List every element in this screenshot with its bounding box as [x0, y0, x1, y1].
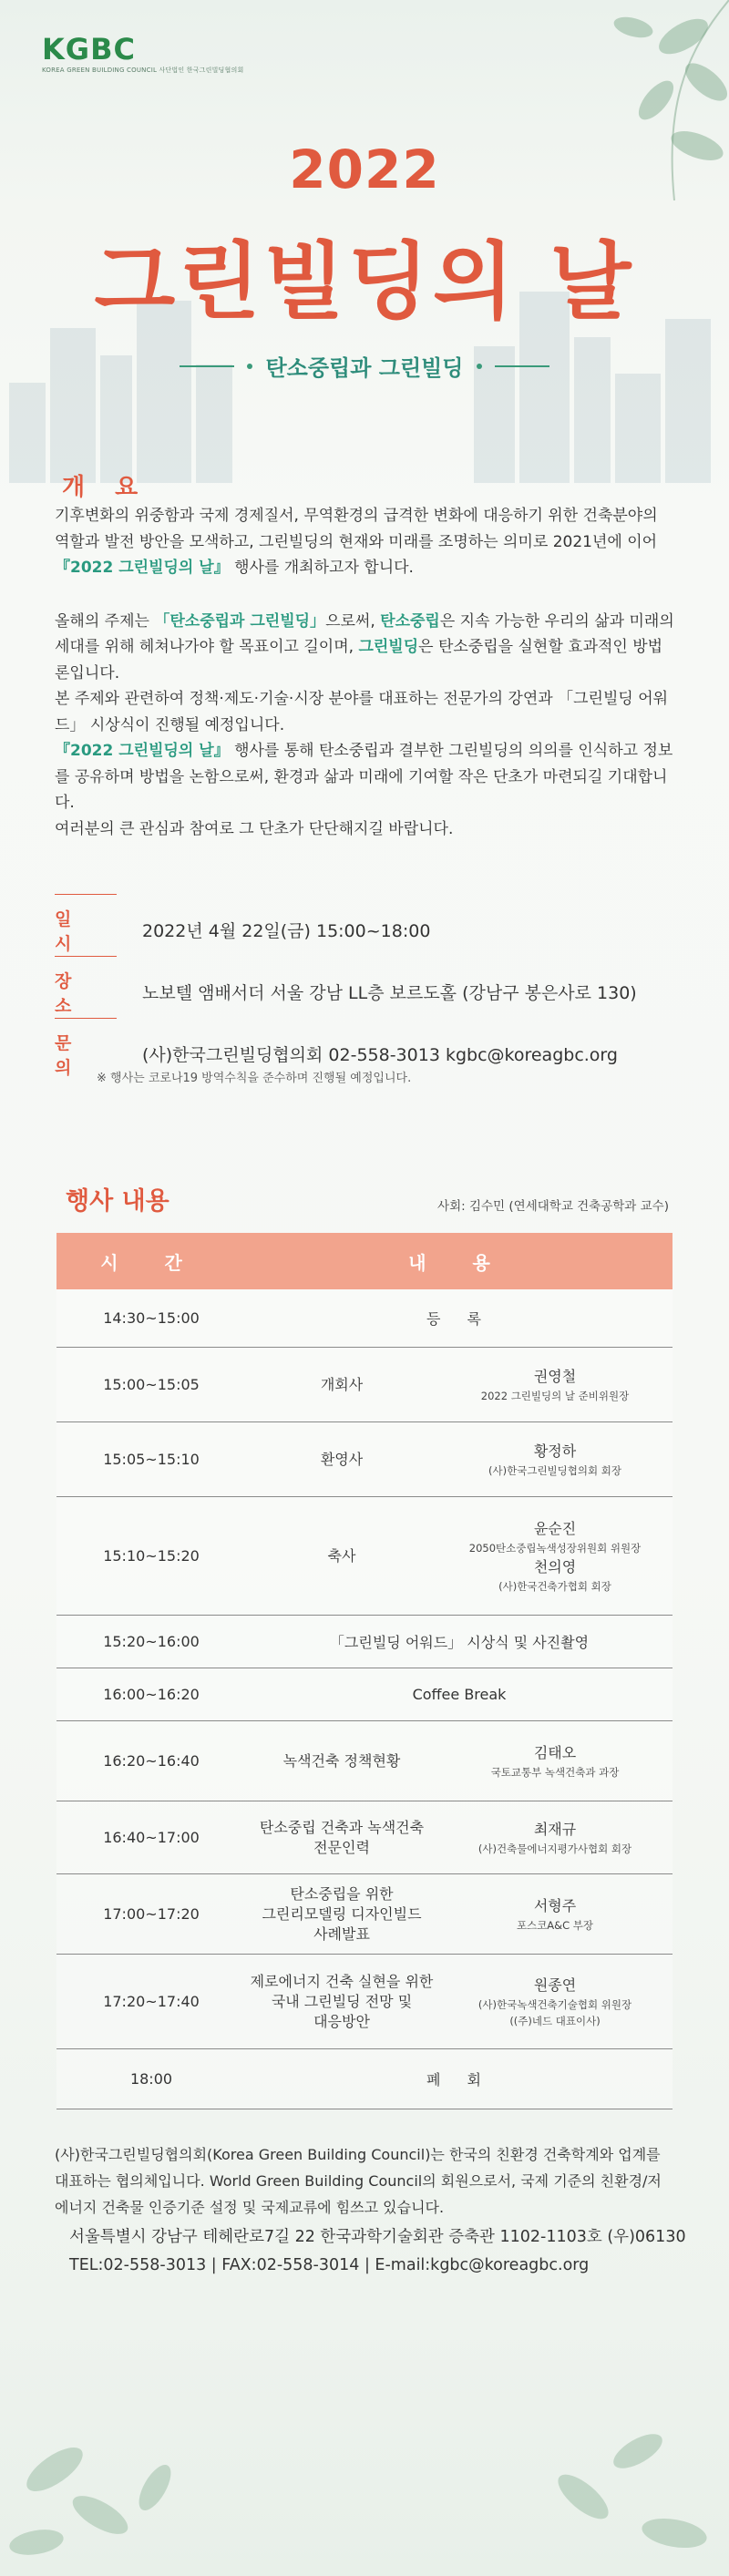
row-content: 폐 회	[426, 2071, 492, 2089]
row-content: 「그린빌딩 어워드」 시상식 및 사진촬영	[329, 1634, 590, 1651]
highlighted-text: 그린빌딩	[358, 638, 419, 656]
table-row	[56, 1348, 673, 1422]
bullet-dot	[477, 364, 482, 369]
table-row	[56, 1422, 673, 1497]
speaker-name: 황정하	[533, 1442, 577, 1460]
speaker-name: 최재규	[533, 1820, 577, 1838]
row-session: 축사	[327, 1546, 356, 1565]
speaker-name: 김태오	[533, 1743, 577, 1761]
row-time: 15:10~15:20	[103, 1547, 200, 1565]
row-speaker	[437, 1975, 673, 2029]
highlighted-text: 『2022 그린빌딩의 날』	[55, 559, 230, 577]
speaker-name: 권영철	[533, 1367, 577, 1385]
row-speaker	[437, 1518, 673, 1595]
speaker-name: 원종연	[533, 1976, 577, 1994]
row-time: 17:20~17:40	[103, 1993, 200, 2010]
row-session: 개회사	[320, 1375, 364, 1393]
logo-mark: KGBC	[42, 32, 136, 67]
bullet-dot	[247, 364, 252, 369]
divider-line	[180, 365, 234, 367]
speaker-role: (사)한국그린빌딩협의회 회장	[488, 1463, 621, 1477]
table-row	[56, 1616, 673, 1668]
row-content: Coffee Break	[412, 1686, 507, 1703]
table-row	[56, 1668, 673, 1721]
speaker-role: (사)건축물에너지평가사협회 회장	[477, 1842, 632, 1855]
paragraph-gap	[55, 581, 674, 609]
info-value: (사)한국그린빌딩협의회 02-558-3013 kgbc@koreagbc.org	[142, 1044, 618, 1065]
info-value: 노보텔 앰배서더 서울 강남 LL층 보르도홀 (강남구 봉은사로 130)	[142, 982, 637, 1003]
body-text: 행사를 통해 탄소중립과 결부한 그린빌딩의 의의를 인식하고 정보를 공유하며 방법을 논함으로써, 환경과 삶과 미래에 기여할 작은 단초가 마련되길 기대합니다.	[55, 742, 673, 812]
highlighted-text: 『2022 그린빌딩의 날』	[55, 742, 230, 760]
row-speaker	[437, 1895, 673, 1934]
table-row	[56, 2049, 673, 2109]
event-subtitle-row	[0, 350, 729, 382]
table-row	[56, 1289, 673, 1348]
event-subtitle: 탄소중립과 그린빌딩	[265, 355, 464, 381]
speaker-role: 2022 그린빌딩의 날 준비위원장	[480, 1389, 630, 1402]
row-time: 15:20~16:00	[103, 1633, 200, 1650]
info-key: 장 소	[55, 956, 117, 1017]
program-table	[56, 1233, 673, 2109]
row-session: 녹색건축 정책현황	[282, 1751, 401, 1770]
row-time: 14:30~15:00	[103, 1309, 200, 1327]
overview-paragraph	[55, 816, 674, 843]
row-time: 16:40~17:00	[103, 1829, 200, 1846]
info-row-venue	[55, 955, 674, 1017]
divider-line	[495, 365, 549, 367]
overview-paragraph	[55, 686, 674, 738]
logo-subtitle: KOREA GREEN BUILDING COUNCIL 사단법인 한국그린빌딩협의회	[42, 67, 244, 74]
row-time: 15:05~15:10	[103, 1451, 200, 1468]
overview-paragraph	[55, 503, 674, 581]
overview-paragraph	[55, 609, 674, 687]
row-session: 환영사	[320, 1450, 364, 1468]
table-row	[56, 1955, 673, 2049]
column-content: 내 용	[408, 1251, 510, 1274]
speaker-role: 2050탄소중립녹색성장위원회 위원장	[468, 1541, 642, 1555]
speaker-name: 서형주	[533, 1896, 577, 1914]
speaker-role: 국토교통부 녹색건축과 과장	[490, 1765, 620, 1779]
body-text: 으로써,	[325, 611, 381, 631]
body-text: 은 탄소중립을 실현할 효과적인 방법론입니다.	[55, 638, 663, 682]
row-content: 등 록	[426, 1310, 492, 1328]
kgbc-logo	[42, 32, 244, 75]
highlighted-text: 「탄소중립과 그린빌딩」	[154, 611, 326, 631]
covid-note: ※ 행사는 코로나19 방역수칙을 준수하며 진행될 예정입니다.	[97, 1072, 412, 1085]
table-row	[56, 1497, 673, 1616]
row-time: 16:00~16:20	[103, 1686, 200, 1703]
row-time: 16:20~16:40	[103, 1752, 200, 1770]
info-row-datetime	[55, 893, 674, 955]
overview-heading: 개 요	[62, 474, 149, 501]
overview-paragraph	[55, 738, 674, 816]
program-heading: 행사 내용	[66, 1187, 169, 1216]
table-row	[56, 1801, 673, 1874]
leaf-decoration-bottom	[0, 2333, 729, 2576]
info-key: 일 시	[55, 894, 117, 955]
info-key: 문 의	[55, 1018, 117, 1079]
contact-footer	[69, 2223, 689, 2280]
body-text: 은 지속 가능한 우리의 삶과 미래의 세대를 위해 헤쳐나가야 할 목표이고 길이며,	[55, 611, 674, 656]
speaker-name: 윤순진	[533, 1519, 577, 1537]
row-speaker	[437, 1819, 673, 1857]
row-speaker	[437, 1742, 673, 1781]
row-session: 탄소중립 건축과 녹색건축 전문인력	[259, 1818, 425, 1856]
row-session: 탄소중립을 위한 그린리모델링 디자인빌드 사례발표	[262, 1884, 422, 1943]
row-time: 18:00	[129, 2070, 173, 2088]
moderator: 사회: 김수민 (연세대학교 건축공학과 교수)	[437, 1199, 669, 1214]
body-text: 기후변화의 위중함과 국제 경제질서, 무역환경의 급격한 변화에 대응하기 위한 건축분야의 역할과 발전 방안을 모색하고, 그린빌딩의 현재와 미래를 조명하는 의미로 2021년에 이어	[55, 507, 658, 551]
table-row	[56, 1874, 673, 1955]
column-time: 시 간	[100, 1251, 202, 1274]
council-description: (사)한국그린빌딩협의회(Korea Green Building Council)는 한국의 친환경 건축학계와 업계를 대표하는 협의체입니다. World Green Building Council의 회원으로서, 국제 기준의 친환경/저에너지 건축물 인증기준 설정 및 국제교류에 힘쓰고 있습니다.	[55, 2146, 662, 2216]
row-time: 17:00~17:20	[103, 1905, 200, 1923]
body-text: 여러분의 큰 관심과 참여로 그 단초가 단단해지길 바랍니다.	[55, 819, 454, 838]
speaker-role: (사)한국건축가협회 회장	[498, 1579, 611, 1593]
body-text: 본 주제와 관련하여 정책·제도·기술·시장 분야를 대표하는 전문가의 강연과 「그린빌딩 어워드」 시상식이 진행될 예정입니다.	[55, 690, 669, 734]
speaker-name: 천의영	[533, 1557, 577, 1575]
overview-text	[55, 503, 674, 842]
info-value: 2022년 4월 22일(금) 15:00~18:00	[142, 920, 431, 941]
body-text: 올해의 주제는	[55, 611, 155, 631]
contact-line: TEL:02-558-3013 | FAX:02-558-3014 | E-mail:kgbc@koreagbc.org	[69, 2256, 590, 2274]
row-speaker	[437, 1441, 673, 1479]
body-text: 행사를 개최하고자 합니다.	[229, 559, 414, 577]
address: 서울특별시 강남구 테헤란로7길 22 한국과학기술회관 증축관 1102-1103호 (우)06130	[69, 2228, 686, 2246]
event-info	[55, 893, 674, 1079]
event-title: 그린빌딩의 날	[94, 233, 635, 331]
row-time: 15:00~15:05	[103, 1376, 200, 1393]
table-header	[56, 1233, 673, 1289]
event-year: 2022	[289, 139, 440, 200]
highlighted-text: 탄소중립	[380, 611, 440, 631]
row-speaker	[437, 1366, 673, 1404]
table-body	[56, 1289, 673, 2109]
speaker-role: (사)한국녹색건축기술협회 위원장	[477, 1997, 632, 2011]
row-session: 제로에너지 건축 실현을 위한 국내 그린빌딩 전망 및 대응방안	[250, 1972, 434, 2030]
speaker-role: ((주)네드 대표이사)	[509, 2014, 601, 2027]
speaker-role: 포스코A&C 부장	[516, 1918, 594, 1932]
table-row	[56, 1721, 673, 1801]
